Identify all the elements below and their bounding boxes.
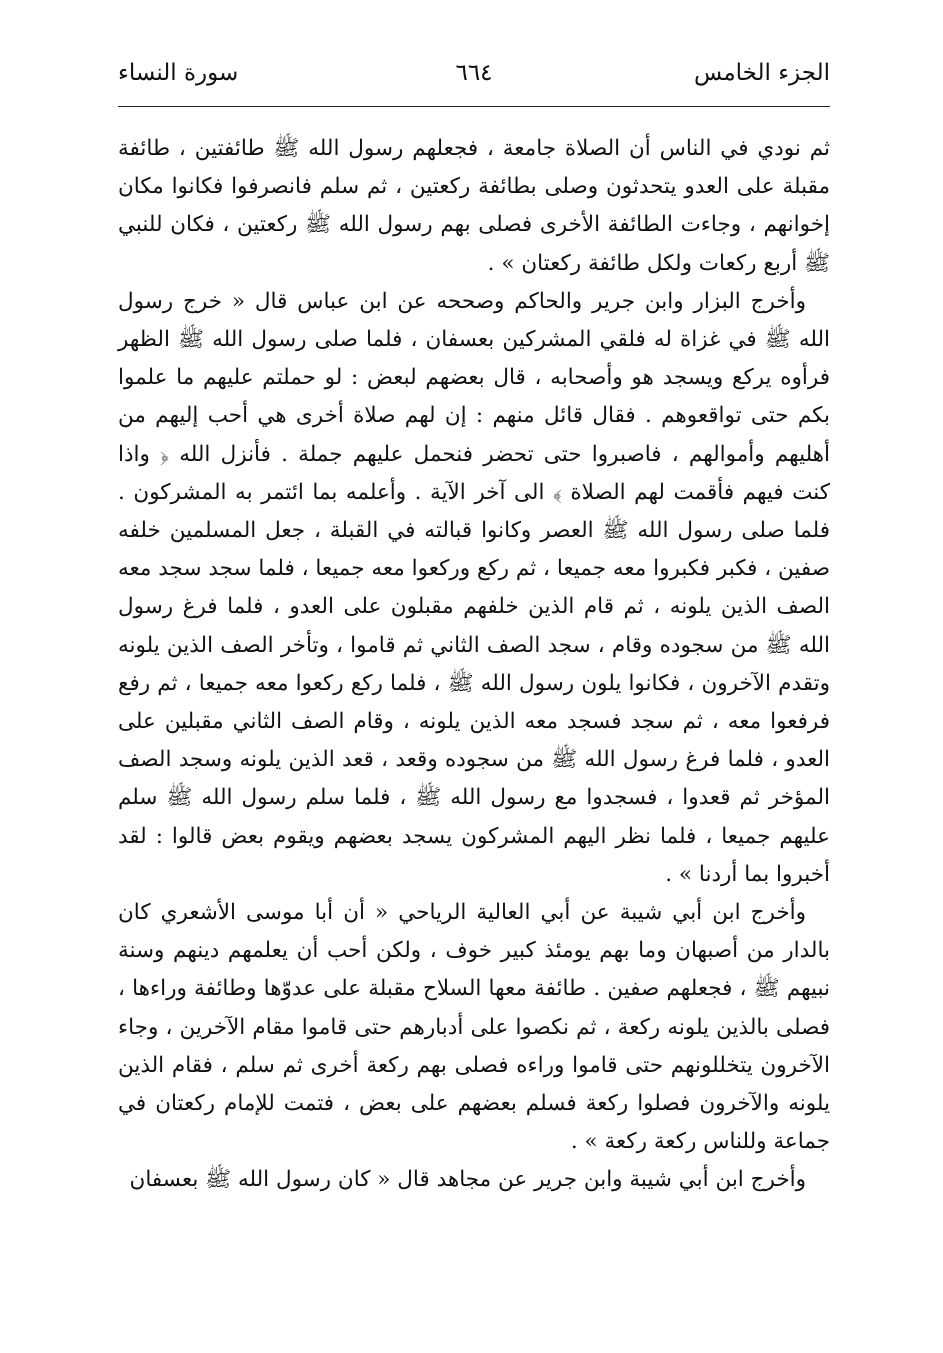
paragraph-4: وأخرج ابن أبي شيبة وابن جرير عن مجاهد قال « كان رسول الله ﷺ بعسفان — [129, 1167, 806, 1193]
page-header — [118, 54, 830, 100]
paragraph-3: وأخرج ابن أبي شيبة عن أبي العالية الرياحي « أن أبا موسى الأشعري كان بالدار من أصبهان وما بهم يومئذ كبير خوف ، ولكن أحب أن يعلمهم دينهم وسنة نبيهم ﷺ ، فجعلهم صفين . طائفة معها السلاح مقبلة على عدوّها وطائفة وراءها ، فصلى بالذين يلونه ركعة ، ثم نكصوا على أدبارهم حتى قاموا مقام الآخرين ، وجاء الآخرون يتخللونهم حتى قاموا وراءه فصلى بهم ركعة أخرى ثم سلم ، فقام الذين يلونه والآخرون فصلوا ركعة فسلم بعضهم على بعض ، فتمت للإمام ركعتان في جماعة وللناس ركعة ركعة » . — [118, 900, 830, 1155]
paragraph-1: ثم نودي في الناس أن الصلاة جامعة ، فجعلهم رسول الله ﷺ طائفتين ، طائفة مقبلة على العدو يتحدثون وصلى بطائفة ركعتين ، ثم سلم فانصرفوا فكانوا مكان إخوانهم ، وجاءت الطائفة الأخرى فصلى بهم رسول الله ﷺ ركعتين ، فكان للنبي ﷺ أربع ركعات ولكل طائفة ركعتان » . — [118, 136, 830, 276]
part-title: الجزء الخامس — [694, 60, 830, 86]
page-body — [118, 130, 830, 1200]
paragraph-2: وأخرج البزار وابن جرير والحاكم وصححه عن ابن عباس قال « خرج رسول الله ﷺ في غزاة له فلقي المشركين بعسفان ، فلما صلى رسول الله ﷺ الظهر فرأوه يركع ويسجد هو وأصحابه ، قال بعضهم لبعض : لو حملتم عليهم ما علموا بكم حتى تواقعوهم . فقال قائل منهم : إن لهم صلاة أخرى هي أحب إليهم من أهليهم وأموالهم ، فاصبروا حتى تحضر فنحمل عليهم جملة . فأنزل الله ﴿ واذا كنت فيهم فأقمت لهم الصلاة ﴾ الى آخر الآية . وأعلمه بما ائتمر به المشركون . فلما صلى رسول الله ﷺ العصر وكانوا قبالته في القبلة ، جعل المسلمين خلفه صفين ، فكبر فكبروا معه جميعا ، ثم ركع وركعوا معه جميعا ، فلما سجد سجد معه الصف الذين يلونه ، ثم قام الذين خلفهم مقبلون على العدو ، فلما فرغ رسول الله ﷺ من سجوده وقام ، سجد الصف الثاني ثم قاموا ، وتأخر الصف الذين يلونه وتقدم الآخرون ، فكانوا يلون رسول الله ﷺ ، فلما ركع ركعوا معه جميعا ، ثم رفع فرفعوا معه ، ثم سجد فسجد معه الذين يلونه ، وقام الصف الثاني مقبلين على العدو ، فلما فرغ رسول الله ﷺ من سجوده وقعد ، قعد الذين يلونه وسجد الصف المؤخر ثم قعدوا ، فسجدوا مع رسول الله ﷺ ، فلما سلم رسول الله ﷺ سلم عليهم جميعا ، فلما نظر اليهم المشركون يسجد بعضهم ويقوم بعض قالوا : لقد أخبروا بما أردنا » . — [118, 288, 830, 887]
page-number: ٦٦٤ — [455, 60, 493, 86]
surah-title: سورة النساء — [118, 60, 239, 86]
header-divider — [118, 106, 830, 107]
